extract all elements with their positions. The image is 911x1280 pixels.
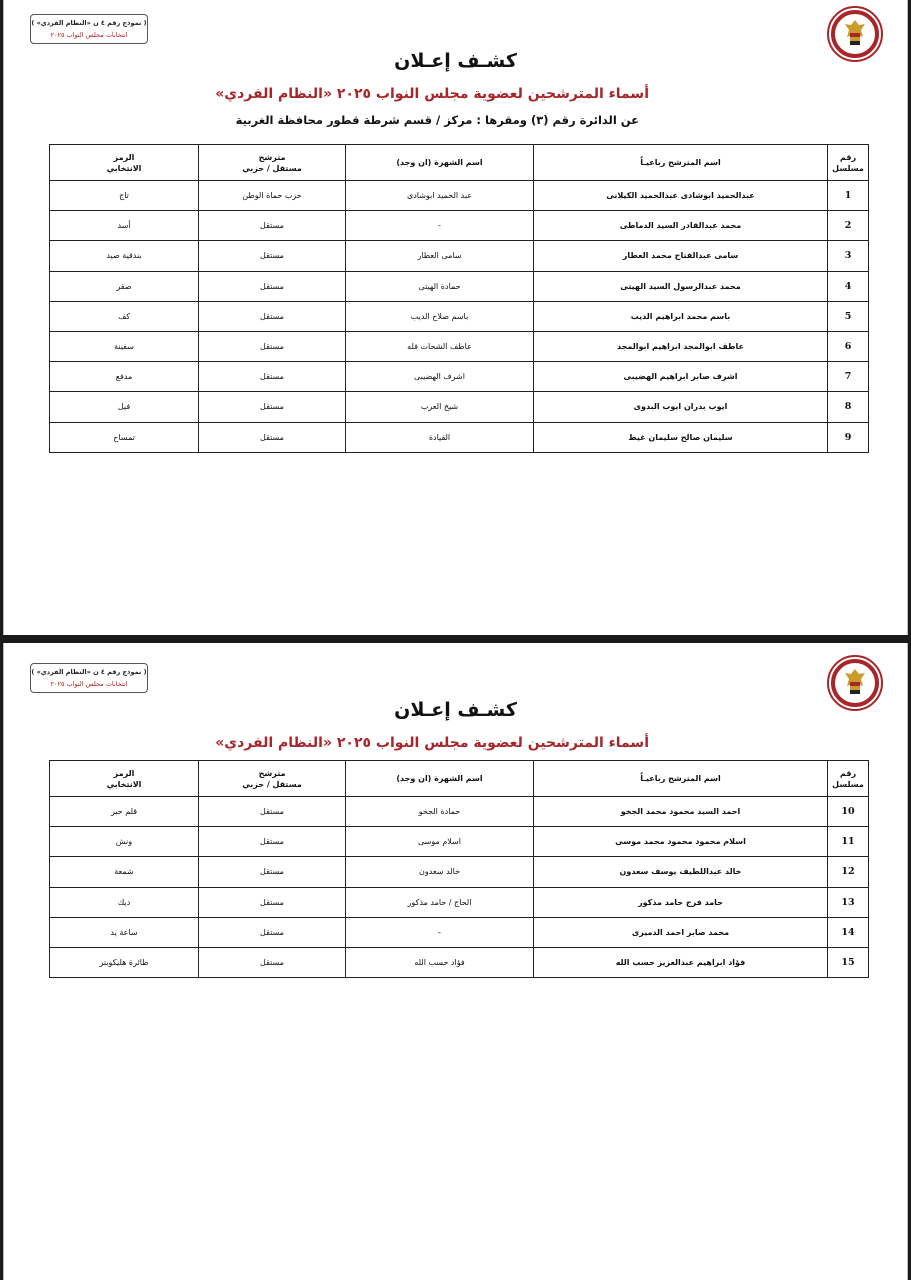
cell-name: ايوب بدران ايوب البدوى xyxy=(534,392,828,422)
cell-symbol: تاج xyxy=(50,181,199,211)
cell-serial: 7 xyxy=(828,362,869,392)
cell-type: مستقل xyxy=(199,241,346,271)
candidates-table xyxy=(49,760,869,978)
cell-serial: 12 xyxy=(828,857,869,887)
table-row xyxy=(50,211,869,241)
table-row xyxy=(50,857,869,887)
cell-fame: فؤاد حسب الله xyxy=(346,947,534,977)
cell-serial: 5 xyxy=(828,301,869,331)
cell-type: مستقل xyxy=(199,797,346,827)
cell-symbol: تمساح xyxy=(50,422,199,452)
cell-name: اشرف صابر ابراهيم الهضيبى xyxy=(534,362,828,392)
cell-serial: 11 xyxy=(828,827,869,857)
cell-serial: 3 xyxy=(828,241,869,271)
page-title: كشـف إعـلان xyxy=(394,50,517,72)
header-candidate-type: مترشح مستقل / حزبي xyxy=(199,145,346,181)
cell-type: مستقل xyxy=(199,211,346,241)
cell-name: اسلام محمود محمود محمد موسى xyxy=(534,827,828,857)
cell-symbol: شمعة xyxy=(50,857,199,887)
cell-symbol: مدفع xyxy=(50,362,199,392)
cell-type: مستقل xyxy=(199,827,346,857)
cell-symbol: ونش xyxy=(50,827,199,857)
page-subtitle: أسماء المترشحين لعضوية مجلس النواب ٢٠٢٥ «النظام الفردي» xyxy=(215,86,649,102)
form-badge-line1: ( نموذج رقم ٤ ن «النظام الفردي» ) xyxy=(31,19,147,27)
cell-name: خالد عبداللطيف يوسف سعدون xyxy=(534,857,828,887)
table-row xyxy=(50,181,869,211)
cell-fame: سامى العطار xyxy=(346,241,534,271)
cell-symbol: سفينة xyxy=(50,331,199,361)
cell-name: حامد فرج حامد مذكور xyxy=(534,887,828,917)
table-row xyxy=(50,331,869,361)
cell-fame: الحاج / حامد مذكور xyxy=(346,887,534,917)
cell-serial: 1 xyxy=(828,181,869,211)
cell-serial: 9 xyxy=(828,422,869,452)
cell-fame: اسلام موسى xyxy=(346,827,534,857)
cell-name: باسم محمد ابراهيم الديب xyxy=(534,301,828,331)
cell-name: محمد صابر احمد الدميرى xyxy=(534,917,828,947)
cell-type: حزب حماة الوطن xyxy=(199,181,346,211)
cell-serial: 10 xyxy=(828,797,869,827)
cell-serial: 15 xyxy=(828,947,869,977)
cell-symbol: ديك xyxy=(50,887,199,917)
table-row xyxy=(50,271,869,301)
candidates-table xyxy=(49,144,869,453)
table-row xyxy=(50,827,869,857)
header-fame-name: اسم الشهرة (ان وجد) xyxy=(346,761,534,797)
cell-type: مستقل xyxy=(199,887,346,917)
header-candidate-name: اسم المترشح رباعيـاً xyxy=(534,761,828,797)
cell-type: مستقل xyxy=(199,271,346,301)
table-row xyxy=(50,917,869,947)
cell-fame: عاطف الشحات فله xyxy=(346,331,534,361)
header-fame-name: اسم الشهرة (ان وجد) xyxy=(346,145,534,181)
cell-serial: 6 xyxy=(828,331,869,361)
cell-serial: 8 xyxy=(828,392,869,422)
cell-name: محمد عبدالقادر السيد الدماطى xyxy=(534,211,828,241)
table-row xyxy=(50,392,869,422)
cell-fame: - xyxy=(346,917,534,947)
cell-fame: خالد سعدون xyxy=(346,857,534,887)
form-badge-line1: ( نموذج رقم ٤ ن «النظام الفردي» ) xyxy=(31,668,147,676)
header-candidate-type: مترشح مستقل / حزبي xyxy=(199,761,346,797)
cell-serial: 14 xyxy=(828,917,869,947)
cell-type: مستقل xyxy=(199,947,346,977)
header-electoral-symbol: الرمز الانتخابي xyxy=(50,145,199,181)
cell-name: فؤاد ابراهيم عبدالعزيز حسب الله xyxy=(534,947,828,977)
cell-name: سامى عبدالفتاح محمد العطار xyxy=(534,241,828,271)
announcement-page-2 xyxy=(3,643,908,1280)
table-row xyxy=(50,947,869,977)
table-row xyxy=(50,362,869,392)
form-badge-line2: انتخابات مجلس النواب ٢٠٢٥ xyxy=(50,680,128,688)
cell-serial: 13 xyxy=(828,887,869,917)
header-candidate-name: اسم المترشح رباعيـاً xyxy=(534,145,828,181)
cell-fame: عبد الحميد ابوشادى xyxy=(346,181,534,211)
table-row xyxy=(50,241,869,271)
table-header-row xyxy=(50,145,869,181)
form-number-badge xyxy=(30,663,148,693)
district-info: عن الدائرة رقم (٣) ومقرها : مركز / قسم شرطة قطور محافظة الغربية xyxy=(235,113,639,127)
cell-type: مستقل xyxy=(199,392,346,422)
cell-fame: - xyxy=(346,211,534,241)
cell-fame: شيخ العرب xyxy=(346,392,534,422)
cell-serial: 2 xyxy=(828,211,869,241)
cell-type: مستقل xyxy=(199,857,346,887)
page-subtitle: أسماء المترشحين لعضوية مجلس النواب ٢٠٢٥ «النظام الفردي» xyxy=(215,735,649,751)
table-row xyxy=(50,887,869,917)
cell-name: احمد السيد محمود محمد الجخو xyxy=(534,797,828,827)
announcement-page-1 xyxy=(3,0,908,635)
cell-symbol: بندقية صيد xyxy=(50,241,199,271)
cell-symbol: أسد xyxy=(50,211,199,241)
form-number-badge xyxy=(30,14,148,44)
cell-name: عاطف ابوالمجد ابراهيم ابوالمجد xyxy=(534,331,828,361)
table-row xyxy=(50,797,869,827)
cell-symbol: كف xyxy=(50,301,199,331)
cell-name: سليمان صالح سليمان غيط xyxy=(534,422,828,452)
cell-type: مستقل xyxy=(199,301,346,331)
cell-type: مستقل xyxy=(199,362,346,392)
cell-fame: حمادة الهيتى xyxy=(346,271,534,301)
table-row xyxy=(50,422,869,452)
cell-symbol: صقر xyxy=(50,271,199,301)
cell-name: عبدالحميد ابوشادى عبدالحميد الكيلانى xyxy=(534,181,828,211)
header-serial: رقم مسلسل xyxy=(828,761,869,797)
cell-fame: اشرف الهضيبى xyxy=(346,362,534,392)
page-title: كشـف إعـلان xyxy=(394,699,517,721)
cell-type: مستقل xyxy=(199,917,346,947)
cell-type: مستقل xyxy=(199,422,346,452)
cell-fame: باسم صلاح الديب xyxy=(346,301,534,331)
header-electoral-symbol: الرمز الانتخابي xyxy=(50,761,199,797)
cell-type: مستقل xyxy=(199,331,346,361)
form-badge-line2: انتخابات مجلس النواب ٢٠٢٥ xyxy=(50,31,128,39)
cell-serial: 4 xyxy=(828,271,869,301)
header-serial: رقم مسلسل xyxy=(828,145,869,181)
cell-name: محمد عبدالرسول السيد الهيتى xyxy=(534,271,828,301)
cell-fame: حمادة الجخو xyxy=(346,797,534,827)
cell-fame: القيادة xyxy=(346,422,534,452)
table-header-row xyxy=(50,761,869,797)
cell-symbol: طائرة هليكوبتر xyxy=(50,947,199,977)
table-row xyxy=(50,301,869,331)
cell-symbol: ساعة يد xyxy=(50,917,199,947)
cell-symbol: قلم حبر xyxy=(50,797,199,827)
cell-symbol: فيل xyxy=(50,392,199,422)
